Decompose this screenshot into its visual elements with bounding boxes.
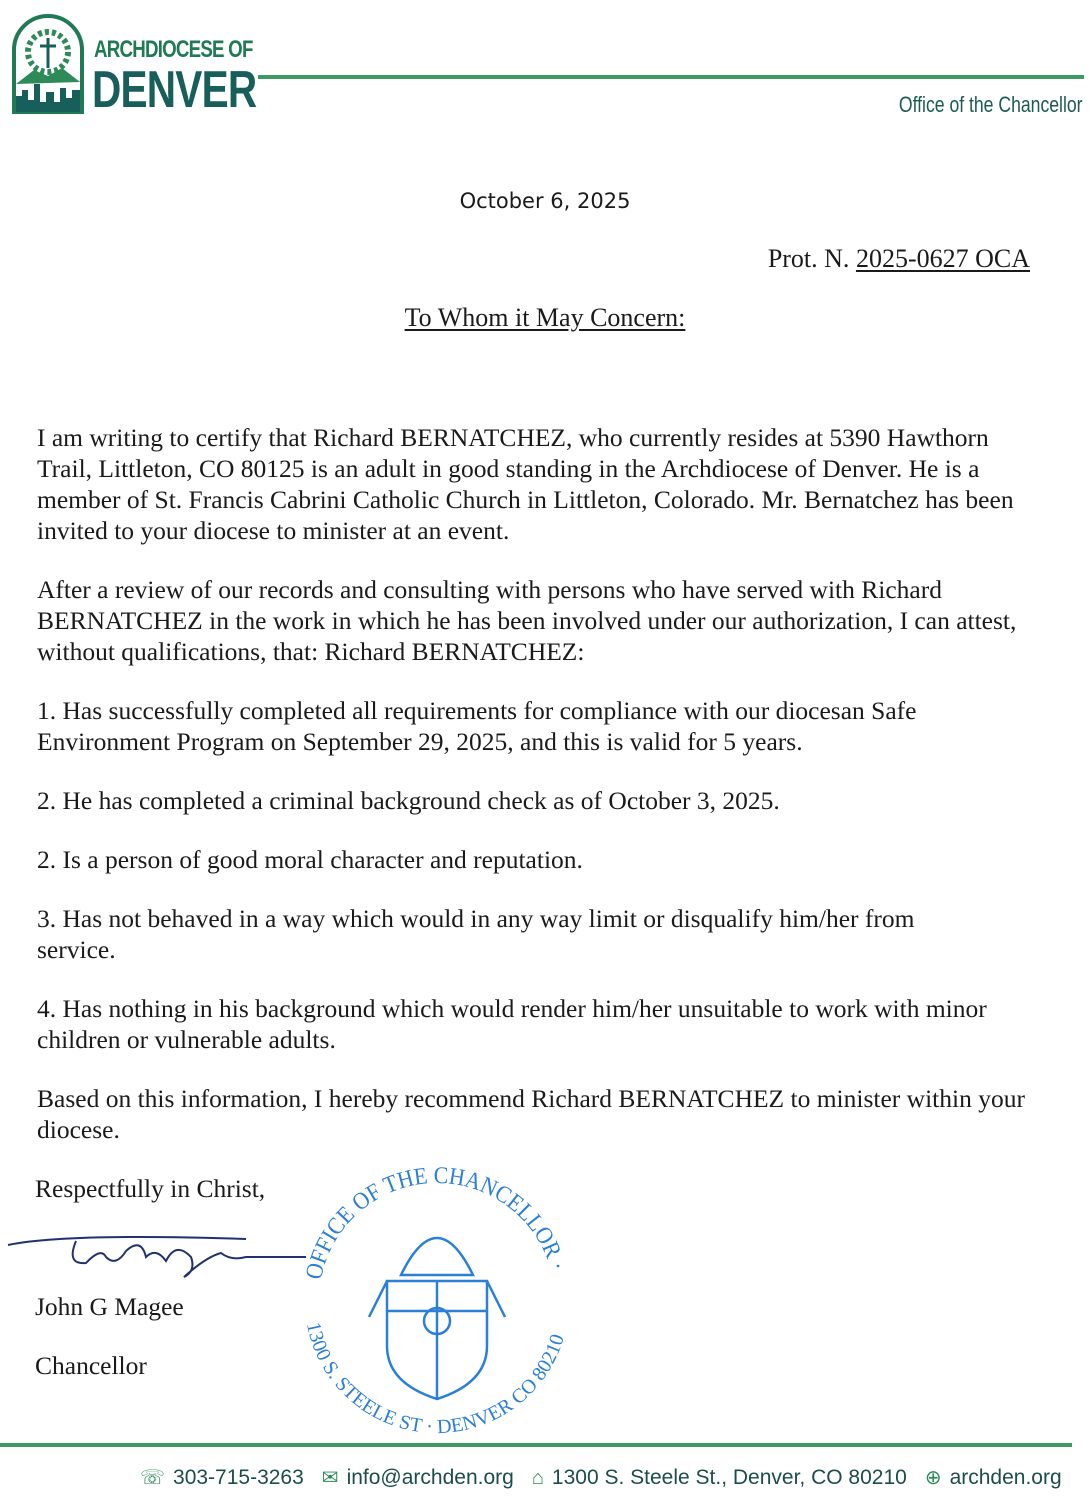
prot-label: Prot. N. — [767, 244, 850, 273]
prot-value: 2025-0627 OCA — [855, 244, 1030, 273]
letter-date: October 6, 2025 — [459, 189, 631, 213]
footer-email[interactable] — [322, 1465, 514, 1491]
home-icon: ⌂ — [531, 1467, 544, 1489]
footer-website[interactable] — [925, 1465, 1062, 1491]
signatory-title: Chancellor — [35, 1351, 147, 1380]
signature-block — [35, 1162, 1049, 1439]
logo-text-line2: DENVER — [92, 61, 257, 119]
paragraph: Based on this information, I hereby recommend Richard BERNATCHEZ to minister within your diocese. — [37, 1084, 1025, 1144]
office-name: Office of the Chancellor — [898, 92, 1082, 117]
logo-text-line1: ARCHDIOCESE OF — [94, 36, 253, 63]
list-item: 2. Is a person of good moral character and reputation. — [37, 845, 583, 874]
address-text: 1300 S. Steele St., Denver, CO 80210 — [551, 1466, 907, 1489]
archdiocese-logo — [10, 12, 86, 114]
svg-text:OFFICE OF THE CHANCELLOR · — [301, 1163, 570, 1282]
footer-phone — [140, 1465, 304, 1491]
header-rule — [258, 75, 1084, 79]
footer-rule — [0, 1443, 1072, 1447]
website-link[interactable]: archden.org — [949, 1466, 1062, 1489]
phone-text: 303-715-3263 — [173, 1466, 304, 1489]
closing: Respectfully in Christ, — [35, 1174, 266, 1203]
list-item: 4. Has nothing in his background which would render him/her unsuitable to work with minor children or vulnerable adults. — [37, 994, 987, 1054]
list-item: 2. He has completed a criminal background check as of October 3, 2025. — [37, 786, 780, 815]
mail-icon: ✉ — [321, 1467, 339, 1489]
letter-body — [35, 422, 1049, 1439]
seal-top-text: OFFICE OF THE CHANCELLOR · — [301, 1162, 571, 1282]
phone-icon: ☏ — [140, 1467, 166, 1489]
paragraph: I am writing to certify that Richard BERNATCHEZ, who currently resides at 5390 Hawthorn Trail, Littleton, CO 80125 is an adult in good standing in the Archdiocese of Denver. He is a member of St. Francis Cabrini Catholic Church in Littleton, Colorado. Mr. Bernatchez has been invited to your diocese to minister at an event. — [37, 423, 1014, 545]
seal-bottom-text: 1300 S. STEELE ST · DENVER CO 80210 — [302, 1320, 569, 1439]
svg-text:1300 S. STEELE ST · DENVER CO — [302, 1320, 569, 1438]
paragraph: After a review of our records and consulting with persons who have served with Richard BERNATCHEZ in the work in which he has been involved under our authorization, I can attest, without qualifications, that: Richard BERNATCHEZ: — [37, 575, 1017, 666]
chancellor-seal — [287, 1151, 587, 1451]
protocol-number — [768, 244, 1030, 274]
list-item: 1. Has successfully completed all requirements for compliance with our diocesan Safe Environment Program on September 29, 2025, and this is valid for 5 years. — [37, 696, 917, 756]
globe-icon: ⊕ — [924, 1467, 942, 1489]
signatory-name: John G Magee — [35, 1292, 184, 1321]
email-link[interactable]: info@archden.org — [346, 1466, 514, 1489]
salutation: To Whom it May Concern: — [404, 303, 686, 332]
list-item: 3. Has not behaved in a way which would in any way limit or disqualify him/her from service. — [37, 904, 915, 964]
footer-contact — [140, 1465, 1062, 1491]
footer-address — [532, 1465, 907, 1491]
